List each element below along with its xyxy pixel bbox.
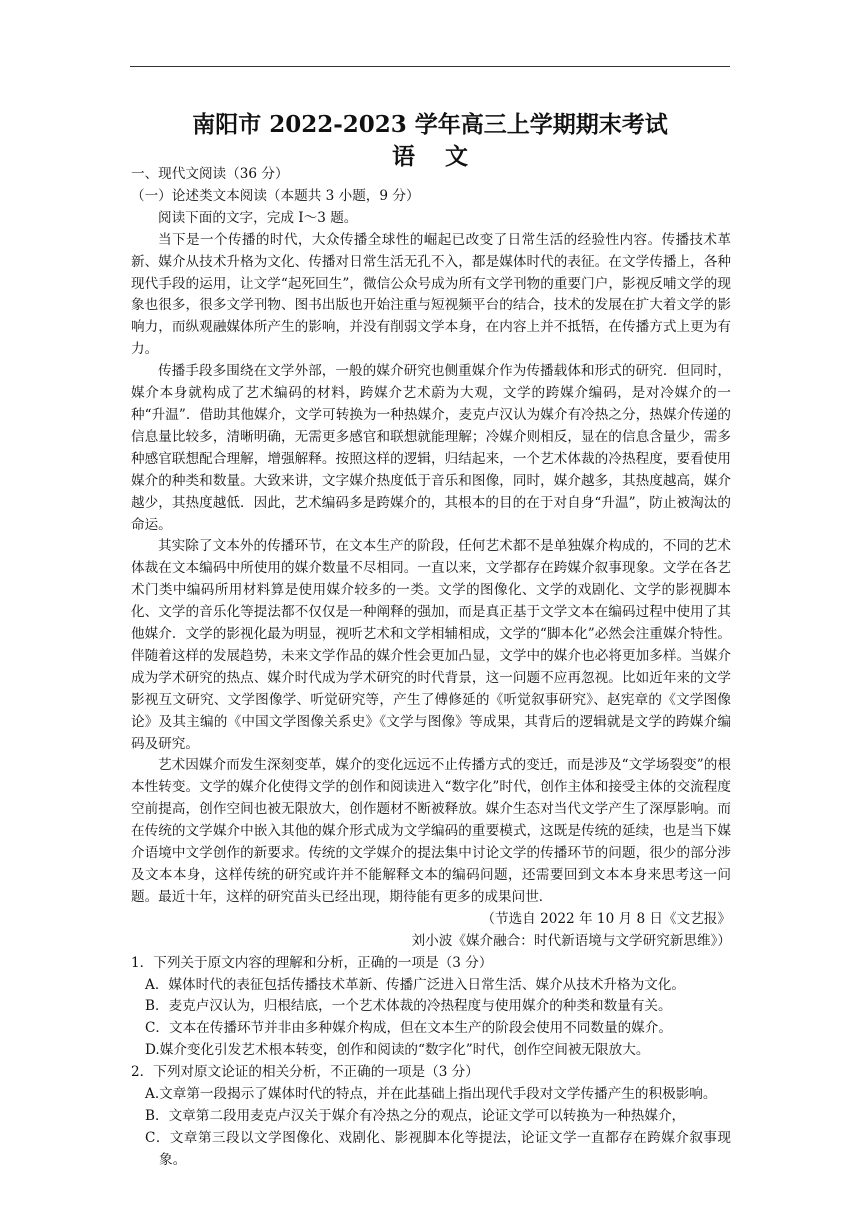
question-2-option-a: A.文章第一段揭示了媒体时代的特点，并在此基础上指出现代手段对文学传播产生的积极影响。 xyxy=(145,1086,717,1103)
question-2-option-c: C．文章第三段以文学图像化、戏剧化、影视脚本化等提法，论证文学一直都存在跨媒介叙事现象。 xyxy=(145,1129,731,1168)
question-1-option-a: A．媒体时代的表征包括传播技术革新、传播广泛进入日常生活、媒介从技术升格为文化。 xyxy=(145,976,685,993)
subject-title: 语文 xyxy=(392,143,498,170)
question-1-option-b: B．麦克卢汉认为，归根结底，一个艺术体裁的冷热程度与使用媒介的种类和数量有关。 xyxy=(145,998,672,1015)
question-1-option-c: C．文本在传播环节并非由多种媒介构成，但在文本生产的阶段会使用不同数量的媒介。 xyxy=(145,1020,672,1037)
exam-body xyxy=(131,164,731,1172)
source-citation-line-2: 刘小波《媒介融合：时代新语境与文学研究新思维》） xyxy=(411,932,731,949)
question-1-option-d: D.媒介变化引发艺术根本转变，创作和阅读的“数字化”时代，创作空间被无限放大。 xyxy=(145,1042,650,1059)
reading-instruction: 阅读下面的文字，完成 I～3 题。 xyxy=(158,209,358,226)
section-heading: 一、现代文阅读（36 分） xyxy=(131,166,289,182)
passage-paragraph-4: 艺术因媒介而发生深刻变革，媒介的变化远远不止传播方式的变迁，而是涉及“文学场裂变”的根本性转变。文学的媒介化使得文学的创作和阅读进入“数字化”时代，创作主体和接受主体的交流程度空前提高，创作空间也被无限放大，创作题材不断被释放。媒介生态对当代文学产生了深厚影响。而在传统的文学媒介中嵌入其他的媒介形式成为文学编码的重要模式，这既是传统的延续，也是当下媒介语境中文学创作的新要求。传统的文学媒介的提法集中讨论文学的传播环节的问题，很少的部分涉及文本本身，这样传统的研究或许并不能解释文本的编码问题，还需要回到文本本身来思考这一问题。最近十年，这样的研究苗头已经出现，期待能有更多的成果问世． xyxy=(131,757,731,905)
question-1-stem: 1．下列关于原文内容的理解和分析，正确的一项是（3 分） xyxy=(131,954,493,971)
question-2-option-b: B．文章第二段用麦克卢汉关于媒介有冷热之分的观点，论证文学可以转换为一种热媒介， xyxy=(145,1107,686,1124)
source-citation-line-1: （节选自 2022 年 10 月 8 日《文艺报》 xyxy=(481,910,731,927)
passage-paragraph-1: 当下是一个传播的时代，大众传播全球性的崛起已改变了日常生活的经验性内容。传播技术革新、媒介从技术升格为文化、传播对日常生活无孔不入，都是媒体时代的表征。在文学传播上，各种现代手段的运用，让文学“起死回生”，微信公众号成为所有文学刊物的重要门户，影视反哺文学的现象也很多，很多文学刊物、图书出版也开始注重与短视频平台的结合，技术的发展在扩大着文学的影响力，而纵观融媒体所产生的影响，并没有削弱文学本身，在内容上并不抵牾，在传播方式上更为有力。 xyxy=(131,231,731,358)
passage-paragraph-2: 传播手段多围绕在文学外部，一般的媒介研究也侧重媒介作为传播载体和形式的研究．但同时，媒介本身就构成了艺术编码的材料，跨媒介艺术蔚为大观，文学的跨媒介编码，是对冷媒介的一种“升温”．借助其他媒介，文学可转换为一种热媒介，麦克卢汉认为媒介有冷热之分，热媒介传递的信息量比较多，清晰明确，无需更多感官和联想就能理解；冷媒介则相反，显在的信息含量少，需多种感官联想配合理解，增强解释。按照这样的逻辑，归结起来，一个艺术体裁的冷热程度，要看使用媒介的种类和数量。大致来讲，文字媒介热度低于音乐和图像，同时，媒介越多，其热度越高，媒介越少，其热度越低．因此，艺术编码多是跨媒介的，其根本的目的在于对自身“升温”，防止被淘汰的命运。 xyxy=(131,363,731,533)
header-rule xyxy=(130,66,730,67)
question-2-stem: 2．下列对原文论证的相关分析，不正确的一项是（3 分） xyxy=(131,1064,479,1081)
passage-paragraph-3: 其实除了文本外的传播环节，在文本生产的阶段，任何艺术都不是单独媒介构成的，不同的艺术体裁在文本编码中所使用的媒介数量不尽相同。一直以来，文学都存在跨媒介叙事现象。文学在各艺术门类中编码所用材料算是使用媒介较多的一类。文学的图像化、文学的戏剧化、文学的影视脚本化、文学的音乐化等提法都不仅仅是一种阐释的强加，而是真正基于文学文本在编码过程中使用了其他媒介．文学的影视化最为明显，视听艺术和文学相辅相成，文学的“脚本化”必然会注重媒介特性。伴随着这样的发展趋势，未来文学作品的媒介性会更加凸显，文学中的媒介也必将更加多样。当媒介成为学术研究的热点、媒介时代成为学术研究的时代背景，这一问题不应再忽视。比如近年来的文学影视互文研究、文学图像学、听觉研究等，产生了傅修延的《听觉叙事研究》、赵宪章的《文学图像论》及其主编的《中国文学图像关系史》《文学与图像》等成果，其背后的逻辑就是文学的跨媒介编码及研究。 xyxy=(131,538,731,752)
exam-title: 南阳市 2022-2023 学年高三上学期期末考试 xyxy=(192,111,668,138)
section-subheading: （一）论述类文本阅读（本题共 3 小题，9 分） xyxy=(131,187,420,204)
